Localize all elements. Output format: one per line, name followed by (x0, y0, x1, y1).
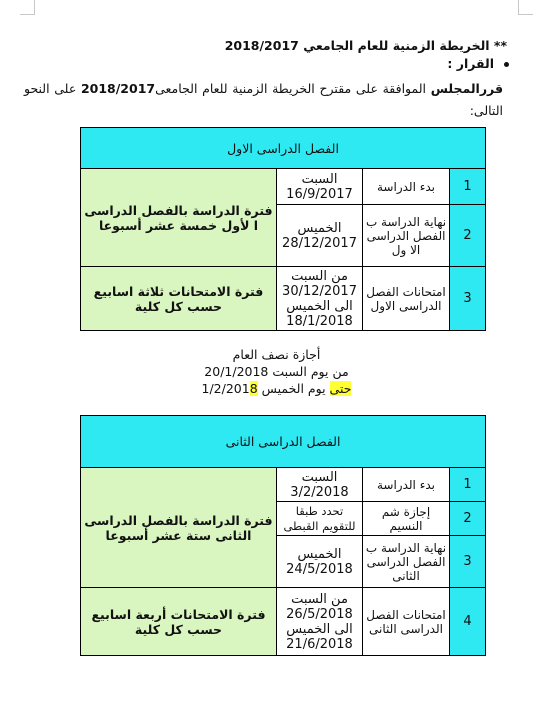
highlight-until: حتى (329, 381, 352, 396)
date-highlight: 8 (249, 381, 258, 396)
event-cell: امتحانات الفصل الدراسى الثانى (363, 588, 450, 656)
exam-period-cell: فترة الامتحانات أربعة اسابيع حسب كل كلية (81, 588, 277, 656)
event-cell: إجازة شم النسيم (363, 502, 450, 536)
date-note: تحدد طبقا (295, 503, 344, 518)
exam-period-cell: فترة الامتحانات ثلاثة اسابيع حسب كل كلية (81, 267, 277, 331)
date-value: 26/5/2018 (286, 606, 353, 622)
row-number: 1 (450, 468, 486, 502)
date-cell (277, 169, 363, 205)
row-number: 2 (450, 205, 486, 267)
date-value: 30/12/2017 (282, 283, 357, 299)
date-cell (277, 536, 363, 588)
semester1-table (80, 127, 486, 331)
midyear-title: أجازة نصف العام (232, 347, 321, 362)
semester2-table (80, 415, 486, 656)
date-day: السبت (301, 469, 338, 485)
date-to: الى الخميس (286, 298, 353, 314)
academic-year: 2018/2017 (80, 81, 156, 96)
date-day: الخميس (297, 220, 342, 236)
midyear-to (0, 380, 553, 397)
document-heading: ** الخريطة الزمنية للعام الجامعي 2018/2017 (224, 38, 507, 53)
event-cell: امتحانات الفصل الدراسى الاول (363, 267, 450, 331)
date-cell (277, 588, 363, 656)
midyear-day: يوم الخميس (257, 381, 330, 396)
date-day: السبت (301, 171, 338, 187)
event-cell: نهاية الدراسة ب الفصل الدراسى الا ول (363, 205, 450, 267)
page-corner-mark-left (20, 0, 35, 15)
row-number: 1 (450, 169, 486, 205)
study-period-cell: فترة الدراسة بالفصل الدراسى ا لأول خمسة عشر أسبوعا (81, 169, 277, 267)
date-value: 18/1/2018 (286, 313, 353, 329)
row-number: 3 (450, 267, 486, 331)
row-number: 2 (450, 502, 486, 536)
date-to: الى الخميس (286, 621, 353, 637)
event-cell: بدء الدراسة (363, 468, 450, 502)
bullet-icon (504, 62, 509, 67)
date-cell (277, 267, 363, 331)
study-period-cell: فترة الدراسة بالفصل الدراسى الثانى ستة عشر أسبوعا (81, 468, 277, 588)
date-value: 21/6/2018 (286, 636, 353, 652)
event-cell: بدء الدراسة (363, 169, 450, 205)
event-cell: نهاية الدراسة ب الفصل الدراسى الثانى (363, 536, 450, 588)
decision-text: القرار : (447, 56, 494, 71)
decision-paragraph (24, 78, 503, 122)
page-corner-mark-right (518, 0, 533, 15)
date-cell (277, 468, 363, 502)
semester2-title: الفصل الدراسى الثانى (81, 416, 486, 468)
council-label: قررالمجلس (430, 81, 503, 96)
date-value: 28/12/2017 (282, 235, 357, 251)
midyear-from: من يوم السبت 20/1/2018 (204, 364, 349, 379)
paragraph-end: على النحو التالى: (24, 81, 503, 118)
row-number: 4 (450, 588, 486, 656)
date-from: من السبت (291, 591, 348, 607)
date-value: 16/9/2017 (286, 186, 353, 202)
row-number: 3 (450, 536, 486, 588)
date-cell (277, 205, 363, 267)
date-note: للتقويم القبطى (283, 518, 356, 533)
date-prefix: 1/2/201 (201, 381, 250, 396)
date-value: 24/5/2018 (286, 561, 353, 577)
midyear-end-date (202, 381, 258, 396)
decision-label (447, 56, 509, 71)
date-value: 3/2/2018 (290, 484, 349, 500)
date-day: الخميس (297, 546, 342, 562)
paragraph-body: الموافقة على مقترح الخريطة الزمنية للعام الجامعى (155, 81, 431, 96)
semester1-title: الفصل الدراسى الاول (81, 128, 486, 169)
date-from: من السبت (291, 268, 348, 284)
date-cell (277, 502, 363, 536)
